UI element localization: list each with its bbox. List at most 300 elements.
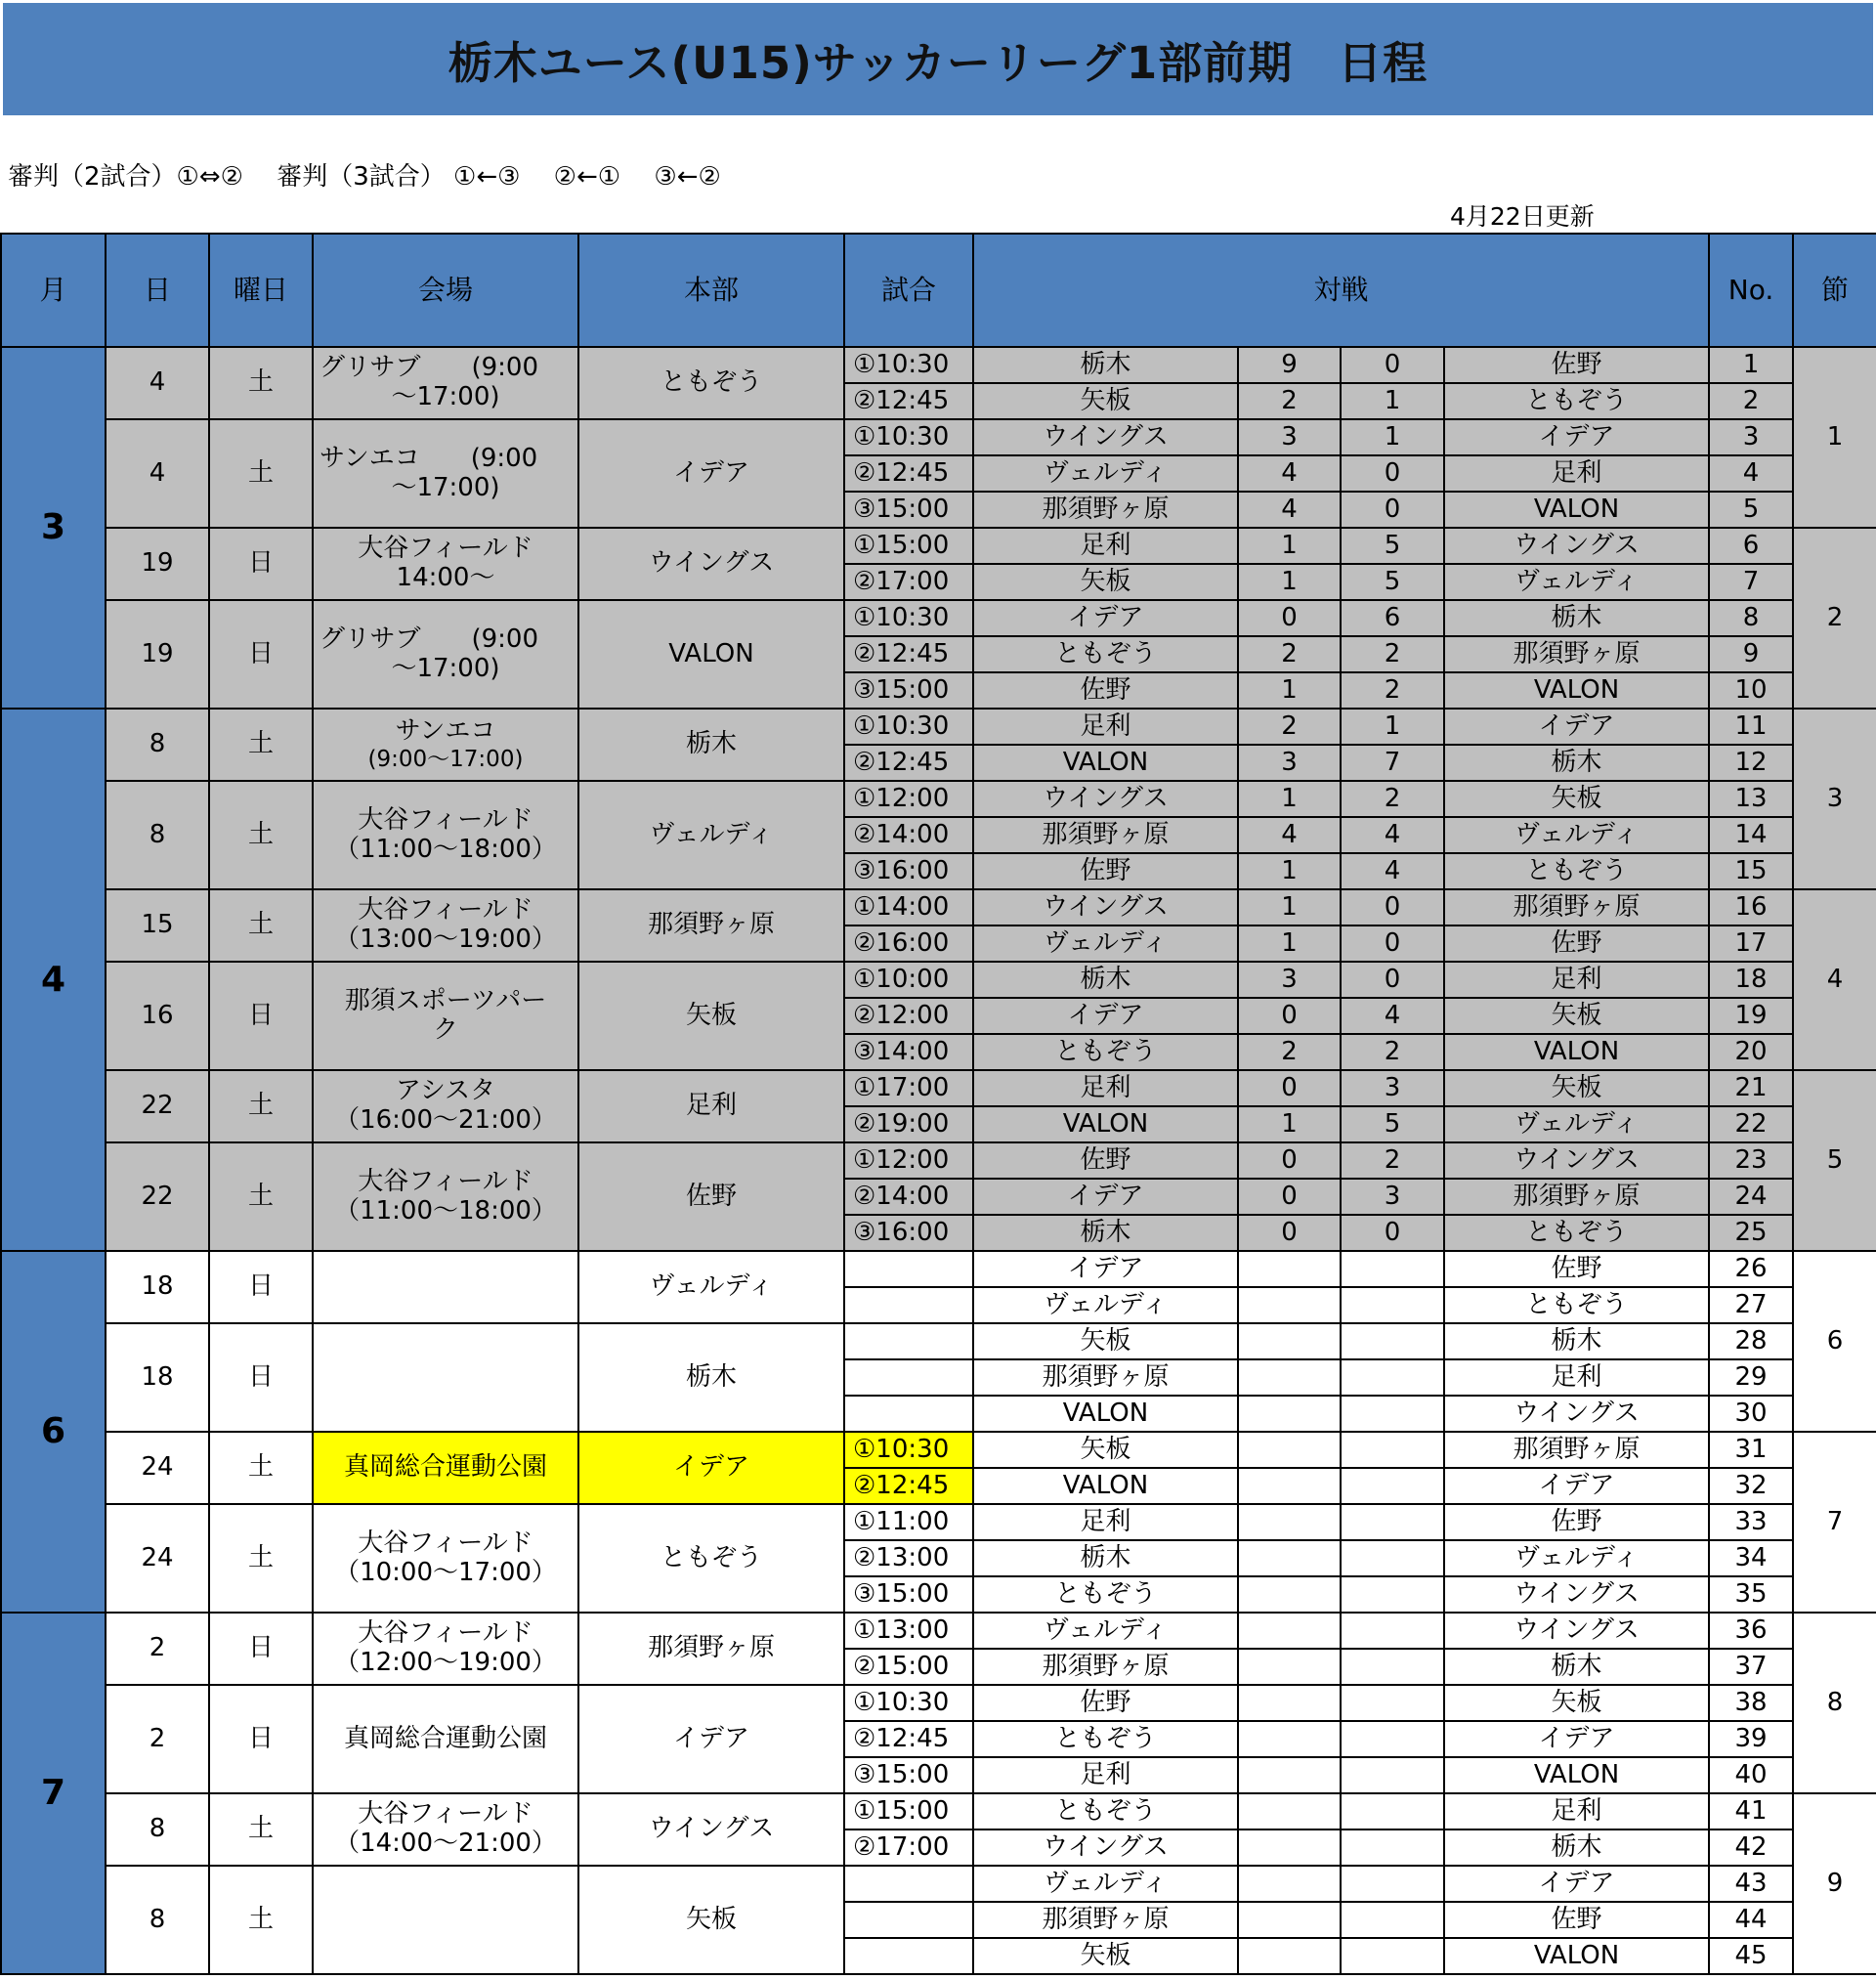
home-team-cell: 那須野ヶ原 bbox=[973, 1902, 1238, 1938]
match-time-cell: ②19:00 bbox=[844, 1106, 973, 1142]
away-team-cell: 栃木 bbox=[1444, 1649, 1709, 1685]
match-number-cell: 22 bbox=[1709, 1106, 1793, 1142]
away-score-cell bbox=[1341, 1468, 1444, 1504]
away-team-cell: イデア bbox=[1444, 1468, 1709, 1504]
home-team-cell: 足利 bbox=[973, 709, 1238, 745]
away-team-cell: 佐野 bbox=[1444, 925, 1709, 962]
weekday-cell: 日 bbox=[209, 1251, 313, 1323]
match-number-cell: 15 bbox=[1709, 853, 1793, 889]
header-day: 日 bbox=[106, 234, 209, 347]
venue-line: サンエコ bbox=[395, 715, 496, 746]
away-team-cell: ともぞう bbox=[1444, 1215, 1709, 1251]
home-score-cell bbox=[1238, 1287, 1341, 1323]
match-row bbox=[1, 962, 1876, 998]
away-team-cell: 足利 bbox=[1444, 455, 1709, 492]
venue-cell bbox=[313, 1323, 578, 1432]
home-score-cell: 2 bbox=[1238, 383, 1341, 419]
away-team-cell: 那須野ヶ原 bbox=[1444, 889, 1709, 925]
month-cell: 7 bbox=[1, 1613, 106, 1974]
venue-cell bbox=[313, 1142, 578, 1251]
venue-line: アシスタ bbox=[395, 1076, 496, 1106]
home-score-cell: 9 bbox=[1238, 347, 1341, 383]
away-score-cell: 6 bbox=[1341, 600, 1444, 636]
weekday-cell: 土 bbox=[209, 709, 313, 781]
home-score-cell: 4 bbox=[1238, 455, 1341, 492]
match-time-cell: ①10:30 bbox=[844, 419, 973, 455]
away-team-cell: 足利 bbox=[1444, 1793, 1709, 1829]
day-cell: 22 bbox=[106, 1070, 209, 1142]
match-number-cell: 21 bbox=[1709, 1070, 1793, 1106]
header-month: 月 bbox=[1, 234, 106, 347]
match-time-cell: ②16:00 bbox=[844, 925, 973, 962]
home-score-cell: 0 bbox=[1238, 600, 1341, 636]
away-score-cell bbox=[1341, 1938, 1444, 1974]
match-number-cell: 20 bbox=[1709, 1034, 1793, 1070]
match-time-cell: ①11:00 bbox=[844, 1504, 973, 1540]
home-score-cell: 1 bbox=[1238, 1106, 1341, 1142]
match-number-cell: 7 bbox=[1709, 564, 1793, 600]
weekday-cell: 土 bbox=[209, 1793, 313, 1866]
month-cell: 4 bbox=[1, 709, 106, 1251]
away-score-cell bbox=[1341, 1396, 1444, 1432]
match-row bbox=[1, 889, 1876, 925]
away-team-cell: 矢板 bbox=[1444, 1685, 1709, 1721]
match-time-cell bbox=[844, 1323, 973, 1359]
home-team-cell: VALON bbox=[973, 745, 1238, 781]
referee-rotation-note: 審判（2試合）①⇔② 審判（3試合） ①←③ ②←① ③←② bbox=[8, 162, 721, 192]
match-time-cell: ③16:00 bbox=[844, 853, 973, 889]
away-team-cell: ともぞう bbox=[1444, 853, 1709, 889]
weekday-cell: 日 bbox=[209, 528, 313, 600]
away-team-cell: ウイングス bbox=[1444, 528, 1709, 564]
venue-cell bbox=[313, 962, 578, 1070]
venue-cell bbox=[313, 419, 578, 528]
home-team-cell: ともぞう bbox=[973, 1034, 1238, 1070]
day-cell: 22 bbox=[106, 1142, 209, 1251]
venue-line: ク bbox=[432, 1014, 458, 1045]
match-number-cell: 4 bbox=[1709, 455, 1793, 492]
round-cell: 1 bbox=[1793, 347, 1876, 528]
round-cell: 4 bbox=[1793, 889, 1876, 1070]
home-team-cell: 佐野 bbox=[973, 672, 1238, 709]
match-time-cell: ①10:30 bbox=[844, 1685, 973, 1721]
home-score-cell bbox=[1238, 1649, 1341, 1685]
match-number-cell: 38 bbox=[1709, 1685, 1793, 1721]
match-time-cell: ①10:30 bbox=[844, 709, 973, 745]
away-score-cell bbox=[1341, 1251, 1444, 1287]
match-number-cell: 19 bbox=[1709, 998, 1793, 1034]
venue-line: グリサブ (9:00 bbox=[320, 624, 539, 654]
home-score-cell: 0 bbox=[1238, 1070, 1341, 1106]
home-score-cell: 3 bbox=[1238, 745, 1341, 781]
away-score-cell: 5 bbox=[1341, 564, 1444, 600]
match-number-cell: 29 bbox=[1709, 1359, 1793, 1396]
away-team-cell: 佐野 bbox=[1444, 1902, 1709, 1938]
home-team-cell: VALON bbox=[973, 1396, 1238, 1432]
match-number-cell: 27 bbox=[1709, 1287, 1793, 1323]
day-cell: 8 bbox=[106, 1866, 209, 1974]
round-cell: 7 bbox=[1793, 1432, 1876, 1613]
day-cell: 16 bbox=[106, 962, 209, 1070]
match-time-cell: ③15:00 bbox=[844, 492, 973, 528]
away-team-cell: ヴェルディ bbox=[1444, 1540, 1709, 1576]
home-team-cell: VALON bbox=[973, 1468, 1238, 1504]
home-team-cell: 那須野ヶ原 bbox=[973, 492, 1238, 528]
away-score-cell bbox=[1341, 1721, 1444, 1757]
venue-line: （11:00～18:00） bbox=[334, 1195, 557, 1226]
home-score-cell: 2 bbox=[1238, 1034, 1341, 1070]
match-number-cell: 1 bbox=[1709, 347, 1793, 383]
away-team-cell: ウイングス bbox=[1444, 1396, 1709, 1432]
venue-line: （13:00～19:00） bbox=[334, 925, 557, 954]
away-score-cell: 3 bbox=[1341, 1179, 1444, 1215]
away-team-cell: ウイングス bbox=[1444, 1142, 1709, 1179]
header-matchup: 対戦 bbox=[973, 234, 1709, 347]
match-number-cell: 32 bbox=[1709, 1468, 1793, 1504]
home-team-cell: 佐野 bbox=[973, 853, 1238, 889]
match-number-cell: 24 bbox=[1709, 1179, 1793, 1215]
day-cell: 8 bbox=[106, 781, 209, 889]
weekday-cell: 土 bbox=[209, 1866, 313, 1974]
away-score-cell bbox=[1341, 1613, 1444, 1649]
away-team-cell: 矢板 bbox=[1444, 998, 1709, 1034]
away-team-cell: 足利 bbox=[1444, 962, 1709, 998]
day-cell: 15 bbox=[106, 889, 209, 962]
match-row bbox=[1, 1793, 1876, 1829]
venue-line: 大谷フィールド bbox=[358, 534, 533, 564]
last-updated-note: 4月22日更新 bbox=[1450, 202, 1595, 231]
match-number-cell: 17 bbox=[1709, 925, 1793, 962]
match-number-cell: 25 bbox=[1709, 1215, 1793, 1251]
venue-cell bbox=[313, 1504, 578, 1613]
venue-line: 真岡総合運動公園 bbox=[343, 1723, 547, 1753]
home-team-cell: ともぞう bbox=[973, 1576, 1238, 1613]
away-team-cell: 那須野ヶ原 bbox=[1444, 1432, 1709, 1468]
home-team-cell: イデア bbox=[973, 1179, 1238, 1215]
match-time-cell bbox=[844, 1251, 973, 1287]
home-score-cell bbox=[1238, 1757, 1341, 1793]
away-score-cell bbox=[1341, 1432, 1444, 1468]
header-row bbox=[1, 234, 1876, 347]
hq-cell: ともぞう bbox=[578, 347, 844, 419]
venue-line: 大谷フィールド bbox=[358, 1799, 533, 1829]
away-team-cell: イデア bbox=[1444, 709, 1709, 745]
match-time-cell: ②17:00 bbox=[844, 1829, 973, 1866]
away-team-cell: 那須野ヶ原 bbox=[1444, 1179, 1709, 1215]
venue-cell bbox=[313, 347, 578, 419]
away-score-cell bbox=[1341, 1540, 1444, 1576]
home-score-cell bbox=[1238, 1251, 1341, 1287]
away-team-cell: VALON bbox=[1444, 492, 1709, 528]
match-number-cell: 35 bbox=[1709, 1576, 1793, 1613]
home-score-cell: 0 bbox=[1238, 1215, 1341, 1251]
home-score-cell bbox=[1238, 1793, 1341, 1829]
match-time-cell: ①10:30 bbox=[844, 347, 973, 383]
match-time-cell: ②12:45 bbox=[844, 636, 973, 672]
home-team-cell: ヴェルディ bbox=[973, 1613, 1238, 1649]
header-venue: 会場 bbox=[313, 234, 578, 347]
venue-line: 大谷フィールド bbox=[358, 895, 533, 925]
home-score-cell: 1 bbox=[1238, 528, 1341, 564]
match-time-cell: ①15:00 bbox=[844, 528, 973, 564]
home-score-cell bbox=[1238, 1432, 1341, 1468]
round-cell: 2 bbox=[1793, 528, 1876, 709]
match-time-cell: ②14:00 bbox=[844, 817, 973, 853]
venue-cell bbox=[313, 1685, 578, 1793]
home-team-cell: ヴェルディ bbox=[973, 1287, 1238, 1323]
match-row bbox=[1, 600, 1876, 636]
match-time-cell: ③15:00 bbox=[844, 1576, 973, 1613]
match-time-cell: ②12:00 bbox=[844, 998, 973, 1034]
hq-cell: 矢板 bbox=[578, 962, 844, 1070]
away-team-cell: 矢板 bbox=[1444, 781, 1709, 817]
away-team-cell: 栃木 bbox=[1444, 1323, 1709, 1359]
away-team-cell: VALON bbox=[1444, 672, 1709, 709]
match-time-cell: ②13:00 bbox=[844, 1540, 973, 1576]
home-team-cell: 栃木 bbox=[973, 1215, 1238, 1251]
away-team-cell: 栃木 bbox=[1444, 745, 1709, 781]
home-team-cell: 那須野ヶ原 bbox=[973, 1649, 1238, 1685]
match-row bbox=[1, 1323, 1876, 1359]
home-score-cell bbox=[1238, 1359, 1341, 1396]
away-score-cell: 0 bbox=[1341, 455, 1444, 492]
round-cell: 6 bbox=[1793, 1251, 1876, 1432]
day-cell: 19 bbox=[106, 600, 209, 709]
away-score-cell bbox=[1341, 1829, 1444, 1866]
home-team-cell: 那須野ヶ原 bbox=[973, 1359, 1238, 1396]
header-match: 試合 bbox=[844, 234, 973, 347]
away-team-cell: 佐野 bbox=[1444, 347, 1709, 383]
round-cell: 8 bbox=[1793, 1613, 1876, 1793]
header-number: No. bbox=[1709, 234, 1793, 347]
hq-cell: イデア bbox=[578, 419, 844, 528]
match-time-cell: ②12:45 bbox=[844, 455, 973, 492]
match-time-cell: ③15:00 bbox=[844, 1757, 973, 1793]
home-team-cell: 足利 bbox=[973, 528, 1238, 564]
day-cell: 2 bbox=[106, 1685, 209, 1793]
match-row bbox=[1, 1866, 1876, 1902]
away-team-cell: 足利 bbox=[1444, 1359, 1709, 1396]
away-score-cell: 2 bbox=[1341, 781, 1444, 817]
home-score-cell bbox=[1238, 1938, 1341, 1974]
venue-cell bbox=[313, 1251, 578, 1323]
hq-cell: ヴェルディ bbox=[578, 1251, 844, 1323]
match-row bbox=[1, 419, 1876, 455]
home-score-cell: 3 bbox=[1238, 419, 1341, 455]
home-team-cell: ウイングス bbox=[973, 889, 1238, 925]
home-team-cell: イデア bbox=[973, 998, 1238, 1034]
away-team-cell: 栃木 bbox=[1444, 600, 1709, 636]
away-score-cell bbox=[1341, 1902, 1444, 1938]
match-number-cell: 14 bbox=[1709, 817, 1793, 853]
match-number-cell: 33 bbox=[1709, 1504, 1793, 1540]
away-score-cell: 1 bbox=[1341, 383, 1444, 419]
away-team-cell: 佐野 bbox=[1444, 1251, 1709, 1287]
home-team-cell: 矢板 bbox=[973, 1432, 1238, 1468]
venue-line: 大谷フィールド bbox=[358, 1618, 533, 1649]
away-score-cell: 4 bbox=[1341, 998, 1444, 1034]
match-number-cell: 31 bbox=[1709, 1432, 1793, 1468]
away-score-cell: 7 bbox=[1341, 745, 1444, 781]
day-cell: 4 bbox=[106, 419, 209, 528]
match-time-cell bbox=[844, 1287, 973, 1323]
hq-cell: 栃木 bbox=[578, 709, 844, 781]
home-team-cell: 足利 bbox=[973, 1070, 1238, 1106]
match-time-cell: ③16:00 bbox=[844, 1215, 973, 1251]
home-team-cell: VALON bbox=[973, 1106, 1238, 1142]
home-score-cell bbox=[1238, 1504, 1341, 1540]
away-team-cell: イデア bbox=[1444, 419, 1709, 455]
weekday-cell: 日 bbox=[209, 600, 313, 709]
weekday-cell: 土 bbox=[209, 1070, 313, 1142]
venue-line: 真岡総合運動公園 bbox=[343, 1452, 547, 1483]
away-score-cell: 2 bbox=[1341, 672, 1444, 709]
home-team-cell: 足利 bbox=[973, 1504, 1238, 1540]
hq-cell: 佐野 bbox=[578, 1142, 844, 1251]
home-team-cell: 足利 bbox=[973, 1757, 1238, 1793]
home-score-cell: 0 bbox=[1238, 998, 1341, 1034]
day-cell: 8 bbox=[106, 1793, 209, 1866]
weekday-cell: 土 bbox=[209, 1142, 313, 1251]
away-score-cell: 4 bbox=[1341, 817, 1444, 853]
match-time-cell bbox=[844, 1902, 973, 1938]
home-team-cell: ウイングス bbox=[973, 419, 1238, 455]
home-score-cell bbox=[1238, 1323, 1341, 1359]
month-cell: 6 bbox=[1, 1251, 106, 1613]
match-time-cell: ①12:00 bbox=[844, 1142, 973, 1179]
home-team-cell: ウイングス bbox=[973, 1829, 1238, 1866]
home-score-cell bbox=[1238, 1866, 1341, 1902]
match-row bbox=[1, 1142, 1876, 1179]
header-hq: 本部 bbox=[578, 234, 844, 347]
weekday-cell: 土 bbox=[209, 419, 313, 528]
match-number-cell: 5 bbox=[1709, 492, 1793, 528]
match-time-cell bbox=[844, 1866, 973, 1902]
match-number-cell: 36 bbox=[1709, 1613, 1793, 1649]
home-team-cell: ヴェルディ bbox=[973, 1866, 1238, 1902]
venue-line: （16:00～21:00） bbox=[334, 1105, 557, 1135]
match-row bbox=[1, 347, 1876, 383]
venue-cell bbox=[313, 1866, 578, 1974]
away-score-cell: 0 bbox=[1341, 925, 1444, 962]
home-score-cell: 1 bbox=[1238, 781, 1341, 817]
venue-line: ～17:00) bbox=[391, 382, 500, 411]
header-round: 節 bbox=[1793, 234, 1876, 347]
away-score-cell bbox=[1341, 1649, 1444, 1685]
match-time-cell bbox=[844, 1396, 973, 1432]
venue-cell bbox=[313, 1432, 578, 1504]
match-time-cell: ①14:00 bbox=[844, 889, 973, 925]
home-team-cell: ともぞう bbox=[973, 1793, 1238, 1829]
home-team-cell: 矢板 bbox=[973, 564, 1238, 600]
weekday-cell: 日 bbox=[209, 1685, 313, 1793]
match-number-cell: 37 bbox=[1709, 1649, 1793, 1685]
match-time-cell: ③15:00 bbox=[844, 672, 973, 709]
away-score-cell: 3 bbox=[1341, 1070, 1444, 1106]
venue-line: 14:00～ bbox=[396, 563, 495, 592]
match-number-cell: 41 bbox=[1709, 1793, 1793, 1829]
match-number-cell: 11 bbox=[1709, 709, 1793, 745]
match-time-cell: ②12:45 bbox=[844, 383, 973, 419]
away-score-cell: 2 bbox=[1341, 636, 1444, 672]
round-cell: 9 bbox=[1793, 1793, 1876, 1974]
day-cell: 18 bbox=[106, 1323, 209, 1432]
weekday-cell: 土 bbox=[209, 1504, 313, 1613]
weekday-cell: 日 bbox=[209, 962, 313, 1070]
venue-line: ～17:00) bbox=[391, 653, 500, 683]
venue-line: 那須スポーツパー bbox=[344, 985, 547, 1015]
venue-cell bbox=[313, 889, 578, 962]
hq-cell: ウイングス bbox=[578, 1793, 844, 1866]
away-team-cell: VALON bbox=[1444, 1034, 1709, 1070]
day-cell: 19 bbox=[106, 528, 209, 600]
match-number-cell: 30 bbox=[1709, 1396, 1793, 1432]
home-team-cell: ともぞう bbox=[973, 636, 1238, 672]
match-number-cell: 42 bbox=[1709, 1829, 1793, 1866]
header-weekday: 曜日 bbox=[209, 234, 313, 347]
venue-cell bbox=[313, 528, 578, 600]
away-team-cell: ヴェルディ bbox=[1444, 1106, 1709, 1142]
home-team-cell: イデア bbox=[973, 600, 1238, 636]
schedule-table bbox=[0, 233, 1876, 1975]
away-team-cell: ともぞう bbox=[1444, 383, 1709, 419]
match-time-cell: ②17:00 bbox=[844, 564, 973, 600]
away-score-cell bbox=[1341, 1685, 1444, 1721]
match-number-cell: 3 bbox=[1709, 419, 1793, 455]
home-team-cell: ウイングス bbox=[973, 781, 1238, 817]
page-title: 栃木ユース(U15)サッカーリーグ1部前期 日程 bbox=[3, 3, 1873, 115]
weekday-cell: 土 bbox=[209, 781, 313, 889]
match-number-cell: 45 bbox=[1709, 1938, 1793, 1974]
home-score-cell bbox=[1238, 1721, 1341, 1757]
away-team-cell: ヴェルディ bbox=[1444, 564, 1709, 600]
match-time-cell: ①10:00 bbox=[844, 962, 973, 998]
hq-cell: 栃木 bbox=[578, 1323, 844, 1432]
match-row bbox=[1, 781, 1876, 817]
hq-cell: イデア bbox=[578, 1685, 844, 1793]
venue-cell bbox=[313, 600, 578, 709]
home-score-cell: 4 bbox=[1238, 492, 1341, 528]
hq-cell: ともぞう bbox=[578, 1504, 844, 1613]
day-cell: 24 bbox=[106, 1504, 209, 1613]
hq-cell: VALON bbox=[578, 600, 844, 709]
away-score-cell bbox=[1341, 1576, 1444, 1613]
venue-line: （11:00～18:00） bbox=[334, 834, 557, 864]
home-score-cell: 1 bbox=[1238, 853, 1341, 889]
away-team-cell: 那須野ヶ原 bbox=[1444, 636, 1709, 672]
round-cell: 3 bbox=[1793, 709, 1876, 889]
away-score-cell: 5 bbox=[1341, 528, 1444, 564]
away-team-cell: ウイングス bbox=[1444, 1613, 1709, 1649]
home-score-cell bbox=[1238, 1396, 1341, 1432]
home-score-cell bbox=[1238, 1685, 1341, 1721]
match-number-cell: 28 bbox=[1709, 1323, 1793, 1359]
match-row bbox=[1, 1685, 1876, 1721]
weekday-cell: 土 bbox=[209, 889, 313, 962]
home-score-cell bbox=[1238, 1829, 1341, 1866]
hq-cell: 那須野ヶ原 bbox=[578, 1613, 844, 1685]
match-number-cell: 23 bbox=[1709, 1142, 1793, 1179]
match-row bbox=[1, 1504, 1876, 1540]
match-time-cell: ①10:30 bbox=[844, 600, 973, 636]
venue-cell bbox=[313, 1070, 578, 1142]
match-time-cell: ①12:00 bbox=[844, 781, 973, 817]
home-score-cell: 0 bbox=[1238, 1179, 1341, 1215]
weekday-cell: 土 bbox=[209, 347, 313, 419]
match-row bbox=[1, 1251, 1876, 1287]
match-row bbox=[1, 1613, 1876, 1649]
hq-cell: 矢板 bbox=[578, 1866, 844, 1974]
